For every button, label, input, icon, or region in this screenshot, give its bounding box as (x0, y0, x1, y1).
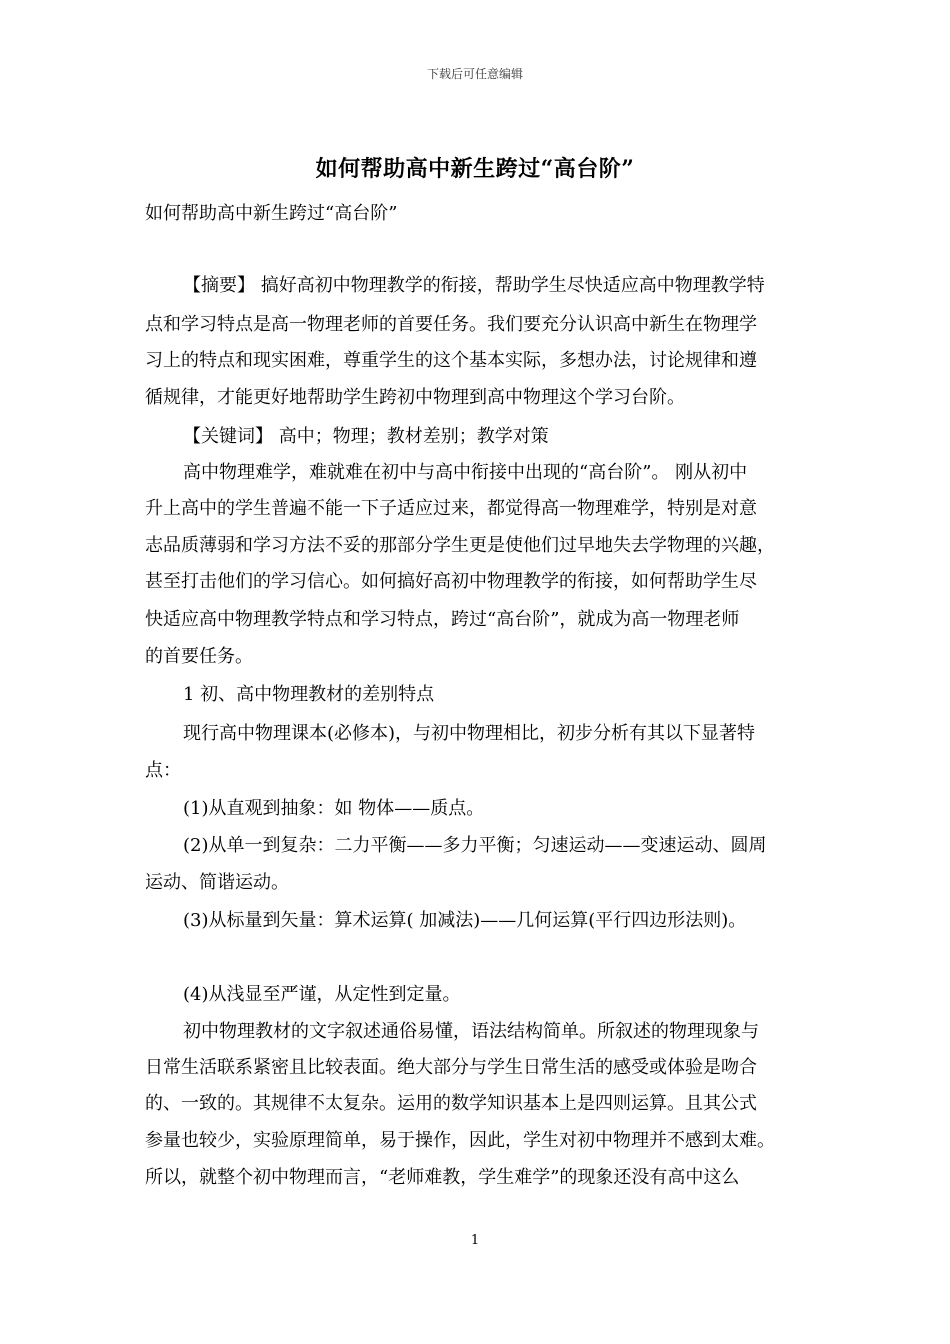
body-line: 循规律，才能更好地帮助学生跨初中物理到高中物理这个学习台阶。 (145, 387, 685, 408)
body-line: 的首要任务。 (145, 646, 253, 667)
body-line: (4)从浅显至严谨，从定性到定量。 (183, 984, 461, 1005)
body-line: 点和学习特点是高一物理老师的首要任务。我们要充分认识高中新生在物理学 (145, 314, 757, 335)
body-line: 参量也较少，实验原理简单，易于操作，因此，学生对初中物理并不感到太难。 (145, 1130, 775, 1151)
body-line: 初中物理教材的文字叙述通俗易懂，语法结构简单。所叙述的物理现象与 (183, 1021, 759, 1042)
body-line: 志品质薄弱和学习方法不妥的那部分学生更是使他们过早地失去学物理的兴趣， (145, 535, 775, 556)
body-line: 的、一致的。其规律不太复杂。运用的数学知识基本上是四则运算。且其公式 (145, 1093, 757, 1114)
body-line: 1 初、高中物理教材的差别特点 (183, 684, 435, 705)
body-line: (3)从标量到矢量：算术运算( 加减法)——几何运算(平行四边形法则)。 (183, 910, 747, 931)
page-header: 下载后可任意编辑 (426, 67, 523, 81)
body-line: 所以，就整个初中物理而言，“老师难教，学生难学”的现象还没有高中这么 (145, 1167, 740, 1188)
document-title: 如何帮助高中新生跨过“高台阶” (315, 156, 635, 182)
body-line: 快适应高中物理教学特点和学习特点，跨过“高台阶”，就成为高一物理老师 (145, 609, 740, 630)
body-line: 【摘要】 搞好高初中物理教学的衔接，帮助学生尽快适应高中物理教学特 (183, 275, 765, 296)
body-line: 日常生活联系紧密且比较表面。绝大部分与学生日常生活的感受或体验是吻合 (145, 1057, 757, 1078)
body-line: (1)从直观到抽象：如 物体——质点。 (183, 798, 485, 819)
body-line: (2)从单一到复杂：二力平衡——多力平衡；匀速运动——变速运动、圆周 (183, 835, 767, 856)
body-line: 点： (145, 760, 181, 781)
body-line: 高中物理难学，难就难在初中与高中衔接中出现的“高台阶”。 刚从初中 (183, 462, 748, 483)
body-line: 运动、简谐运动。 (145, 872, 289, 893)
body-line: 现行高中物理课本(必修本)，与初中物理相比，初步分析有其以下显著特 (183, 723, 756, 744)
body-line: 如何帮助高中新生跨过“高台阶” (145, 203, 398, 224)
page-number: 1 (470, 1233, 480, 1248)
body-line: 【关键词】 高中；物理；教材差别；教学对策 (183, 426, 549, 447)
body-line: 升上高中的学生普遍不能一下子适应过来，都觉得高一物理难学，特别是对意 (145, 498, 757, 519)
body-line: 甚至打击他们的学习信心。如何搞好高初中物理教学的衔接，如何帮助学生尽 (145, 571, 757, 592)
body-line: 习上的特点和现实困难，尊重学生的这个基本实际，多想办法，讨论规律和遵 (145, 350, 757, 371)
